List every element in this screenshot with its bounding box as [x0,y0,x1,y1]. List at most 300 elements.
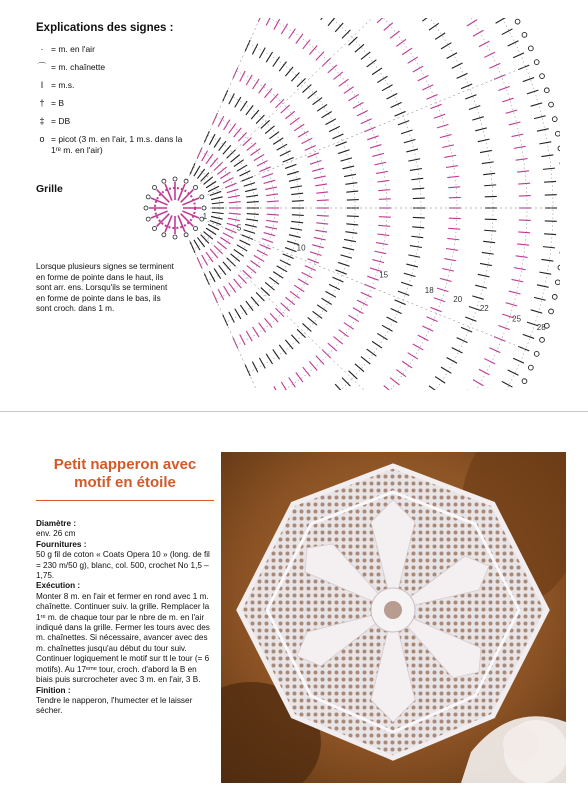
chain-arc [329,18,553,390]
stitch-mark [523,78,534,82]
stitch-mark [367,60,377,67]
stitch-mark [289,29,296,39]
stitch-mark [377,76,387,82]
stitch-mark [543,247,555,248]
stitch-mark [339,330,349,337]
slip-stitch-icon: ⌒ [37,62,47,72]
stitch-mark [289,377,296,387]
stitch-mark [484,185,496,186]
stitch-mark [437,288,448,292]
stitch-mark [224,120,230,130]
stitch-mark [220,172,230,179]
stitch-mark [406,264,418,267]
stitch-mark [212,202,224,203]
stitch-mark [408,159,420,161]
stitch-mark [219,265,226,275]
stitch-mark [328,18,336,26]
stitch-mark [347,216,359,217]
stitch-mark [512,279,524,281]
stitch-mark [384,23,393,31]
stitch-mark [434,298,445,302]
stitch-mark [472,117,484,120]
stitch-mark [357,300,368,305]
row-number: 15 [379,270,389,280]
treble-icon: † [39,98,45,108]
stitch-mark [267,201,279,202]
stitch-mark [316,52,324,61]
stitch-mark [228,195,240,197]
stitch-mark [377,180,389,182]
stitch-mark [194,166,200,176]
stitch-mark [290,228,302,230]
stitch-mark [252,362,257,373]
stitch-mark [516,256,528,258]
stitch-mark [223,145,231,154]
stitch-mark [214,268,221,278]
stitch-mark [245,189,257,192]
stitch-mark [294,285,304,292]
stitch-mark [238,133,246,142]
section-body: 50 g fil de coton « Coats Opera 10 » (long. de fil = 230 m/50 g), blanc, col. 500, crochet No 1,5 – 1,75. [36,550,210,581]
stitch-mark [289,179,301,182]
stitch-mark [266,18,271,26]
stitch-mark [262,239,273,243]
stitch-mark [469,106,480,110]
stitch-mark [444,155,456,157]
grid-note: Lorsque plusieurs signes se terminent en forme de pointe dans le haut, ils sont arr. ens. Lorsqu'ils se terminent en forme de pointe dans le bas, ils sont croch. dans 1 m. [36,262,174,314]
stitch-mark [379,217,391,218]
stitch-mark [430,104,441,108]
stitch-mark [367,276,378,280]
stitch-mark [325,291,335,297]
stitch-mark [265,88,273,97]
stitch-mark [434,114,445,118]
edge-picot [558,265,560,270]
stitch-mark [517,244,529,245]
stitch-mark [498,86,509,90]
stitch-mark [506,303,518,306]
row-number: 5 [236,223,242,233]
stitch-mark [544,234,556,235]
stitch-mark [382,325,392,331]
stitch-mark [342,30,350,39]
stitch-mark [206,154,213,164]
motif-spoke [197,229,449,390]
stitch-mark [270,313,278,322]
stitch-mark [291,335,299,344]
edge-picot [522,379,527,384]
stitch-mark [333,337,342,345]
stitch-mark [396,39,406,46]
stitch-mark [228,218,240,220]
stitch-mark [250,261,260,268]
edge-picot [515,19,520,24]
stitch-mark [513,358,524,363]
stitch-mark [335,384,343,390]
stitch-mark [452,63,463,68]
stitch-mark [310,160,321,164]
stitch-mark [296,372,303,382]
stitch-mark [209,271,215,282]
legend-text: = m. en l'air [51,44,95,54]
stitch-mark [498,325,509,329]
stitch-mark [273,57,280,67]
stitch-mark [408,255,420,257]
stitch-mark [332,134,343,139]
stitch-mark [378,225,390,226]
stitch-mark [469,307,480,311]
edge-picot [552,295,557,300]
stitch-mark [329,284,340,289]
stitch-mark [211,197,223,200]
stitch-mark [217,242,226,249]
doily-photo [221,452,566,783]
stitch-mark [285,297,294,305]
edge-picot [552,117,557,122]
center-picot [200,195,204,199]
stitch-mark [194,240,200,250]
stitch-mark [447,357,458,363]
stitch-mark [516,159,528,161]
stitch-mark [312,168,324,171]
stitch-mark [442,145,454,148]
chain-arc [275,18,421,390]
stitch-mark [316,192,328,193]
stitch-mark [204,177,213,185]
stitch-mark [387,317,398,322]
stitch-mark [379,199,391,200]
stitch-mark [309,362,317,371]
stitch-mark [321,112,331,118]
stitch-mark [220,237,230,244]
section-heading: Finition : [36,685,71,695]
stitch-mark [347,200,359,201]
stitch-mark [541,155,553,157]
stitch-mark [217,167,226,174]
stitch-mark [245,224,257,227]
stitch-mark [406,149,418,152]
stitch-mark [265,282,274,290]
edge-picot [555,280,560,285]
stitch-mark [280,260,291,265]
stitch-mark [345,232,357,234]
stitch-mark [202,151,208,161]
edge-picot [522,32,527,37]
stitch-mark [206,252,213,262]
stitch-mark [390,31,399,38]
stitch-mark [509,291,521,294]
stitch-mark [259,84,266,94]
stitch-mark [240,71,245,82]
stitch-mark [372,153,384,156]
stitch-mark [332,277,343,282]
stitch-mark [212,212,224,213]
center-picot [146,217,150,221]
stitch-mark [531,310,543,313]
chain-arc [305,18,493,390]
stitch-mark [250,149,260,156]
stitch-mark [310,252,321,256]
center-picot [146,195,150,199]
stitch-mark [283,157,294,162]
stitch-mark [411,178,423,179]
stitch-mark [292,215,304,216]
motif-spoke [197,18,449,187]
stitch-mark [213,113,218,124]
stitch-mark [404,273,416,276]
motif-spoke [203,219,528,350]
stitch-mark [479,369,490,375]
stitch-mark [361,52,370,59]
stitch-mark [265,187,277,189]
stitch-mark [382,85,392,91]
stitch-mark [514,146,526,148]
stitch-mark [206,181,216,188]
stitch-mark [448,228,460,229]
stitch-mark [391,102,402,107]
section-heading: Exécution : [36,581,81,591]
stitch-mark [314,176,326,178]
stitch-mark [452,348,463,353]
stitch-mark [396,370,406,377]
stitch-mark [544,181,556,182]
stitch-mark [502,98,513,102]
stitch-mark [244,183,255,187]
stitch-mark [273,272,283,279]
stitch-mark [298,279,308,285]
stitch-mark [240,334,245,345]
stitch-mark [430,307,441,311]
stitch-mark [478,139,490,142]
stitch-mark [518,183,530,184]
stitch-mark [294,124,304,131]
row-number: 20 [453,295,463,305]
stitch-mark [246,195,258,197]
stitch-mark [274,19,280,29]
stitch-mark [513,53,524,58]
stitch-mark [377,18,386,23]
center-picot [162,233,166,237]
stitch-mark [247,143,256,151]
edge-picot [540,337,545,342]
stitch-mark [502,29,513,35]
stitch-mark [308,259,319,263]
stitch-mark [223,233,234,239]
stitch-mark [346,224,358,225]
stitch-mark [267,214,279,215]
stitch-mark [442,268,454,271]
stitch-mark [313,98,323,105]
stitch-mark [240,171,251,176]
legend-text: = m.s. [51,80,75,90]
legend-text: = DB [51,116,71,126]
stitch-mark [349,94,359,100]
stitch-mark [244,230,255,234]
stitch-mark [285,248,296,252]
section-divider [0,411,588,412]
stitch-mark [223,178,234,184]
stitch-mark [482,252,494,254]
stitch-mark [260,244,271,249]
stitch-mark [435,33,445,40]
stitch-mark [475,128,487,131]
stitch-mark [235,97,241,107]
stitch-mark [303,367,311,376]
row-number: 22 [479,304,489,314]
stitch-mark [209,134,215,145]
row-number: 10 [296,243,306,253]
stitch-mark [285,340,293,349]
stitch-mark [480,263,492,265]
edge-picot [540,74,545,79]
stitch-mark [398,291,409,295]
stitch-mark [440,278,452,281]
legend-text: = m. chaînette [51,62,106,72]
stitch-mark [509,122,521,125]
stitch-mark [317,104,327,111]
section-body: Tendre le napperon, l'humecter et le laisser sécher. [36,695,193,716]
stitch-mark [315,184,327,186]
row-number: 28 [536,322,546,332]
stitch-mark [395,300,406,305]
stitch-mark [317,215,329,216]
stitch-mark [229,124,236,134]
stitch-mark [219,141,226,151]
stitch-mark [317,200,329,201]
stitch-mark [273,138,283,145]
edge-picot [558,146,560,151]
stitch-mark [483,173,495,174]
stitch-mark [422,85,433,90]
stitch-mark [210,158,218,167]
stitch-mark [372,260,384,263]
edge-picot [544,88,549,93]
stitch-mark [247,214,259,215]
stitch-mark [402,48,412,55]
stitch-mark [374,162,386,165]
stitch-mark [361,292,372,297]
stitch-mark [229,202,241,203]
stitch-mark [233,338,238,349]
stitch-mark [296,34,303,44]
stitch-mark [285,67,293,76]
legend-title: Explications des signes : [36,22,174,34]
stitch-mark [210,191,221,195]
stitch-mark [489,348,500,353]
stitch-mark [440,135,452,138]
stitch-mark [422,326,433,331]
section-heading: Diamètre : [36,519,77,528]
stitch-mark [447,238,459,239]
stitch-mark [387,93,398,98]
stitch-mark [321,18,328,20]
stitch-mark [384,386,393,390]
stitch-mark [441,43,451,49]
stitch-mark [308,153,319,157]
stitch-mark [246,219,258,221]
stitch-mark [229,213,241,214]
stitch-mark [257,250,268,255]
stitch-mark [457,73,468,78]
stitch-mark [444,259,456,261]
section-body: Monter 8 m. en l'air et fermer en rond avec 1 m. chaînette. Continuer suiv. la grille. Remplacer la 1ʳᵉ m. de chaque tour par le nbre de m. en l'air indiqué dans la grille. Fermer les tours avec des m. chaînettes. Si nécessaire, avancer avec des m. chaînettes jusqu'au début du tour suiv. Continuer logiquement le motif sur tt le tour (= 6 motifs). Au 17ᵉᵐᵉ tour, croch. d'abord la B en biais puis surcrocheter avec 3 m. en l'air, 3 B. [36,591,210,685]
picot-icon: o [39,134,45,144]
stitch-mark [398,121,409,125]
stitch-mark [265,126,274,134]
stitch-mark [427,317,438,322]
stitch-mark [342,378,350,387]
stitch-mark [292,201,304,202]
title-underline [36,500,214,501]
stitch-mark [479,41,490,47]
stitch-mark [543,168,555,169]
stitch-mark [413,344,423,350]
stitch-mark [289,235,301,238]
stitch-mark [427,95,438,100]
stitch-mark [210,221,221,225]
stitch-mark [508,41,519,46]
stitch-mark [279,345,286,355]
stitch-mark [266,194,278,196]
stitch-mark [422,18,432,21]
edge-picot [555,131,560,136]
stitch-mark [377,333,387,339]
center-picot [173,177,177,181]
stitch-mark [265,227,277,229]
edge-picot [528,46,533,51]
stitch-mark [482,162,494,164]
stitch-mark [361,357,370,364]
stitch-mark [218,289,224,300]
stitch-mark [541,259,553,261]
stitch-mark [461,327,472,332]
stitch-mark [302,138,313,143]
stitch-mark [315,230,327,232]
edge-picot [534,60,539,65]
stitch-mark [412,227,424,228]
stitch-mark [302,272,313,277]
stitch-mark [349,37,358,45]
legend-text: = picot (3 m. en l'air, 1 m.s. dans la 1ʳᵉ m. en l'air) [51,134,183,155]
stitch-mark [264,180,276,183]
stitch-mark [229,283,236,293]
edge-picot [534,351,539,356]
stitch-mark [484,230,496,231]
stitch-mark [478,274,490,277]
stitch-mark [206,228,216,235]
stitch-mark [333,72,342,80]
center-picot [194,227,198,231]
stitch-mark [328,343,337,351]
stitch-mark [391,309,402,314]
chain-stitch-icon: · [40,44,44,54]
stitch-mark [305,266,316,271]
stitch-mark [372,68,382,75]
stitch-mark [252,44,257,55]
stitch-mark [274,386,280,390]
stitch-mark [465,317,476,321]
stitch-mark [537,129,549,131]
edge-picot [528,365,533,370]
stitch-mark [404,139,416,142]
row-number: 18 [424,285,434,295]
stitch-mark [523,334,534,338]
stitch-mark [361,119,372,124]
stitch-mark [531,103,543,106]
stitch-mark [317,305,327,312]
stitch-mark [234,160,244,167]
stitch-mark [218,116,224,127]
